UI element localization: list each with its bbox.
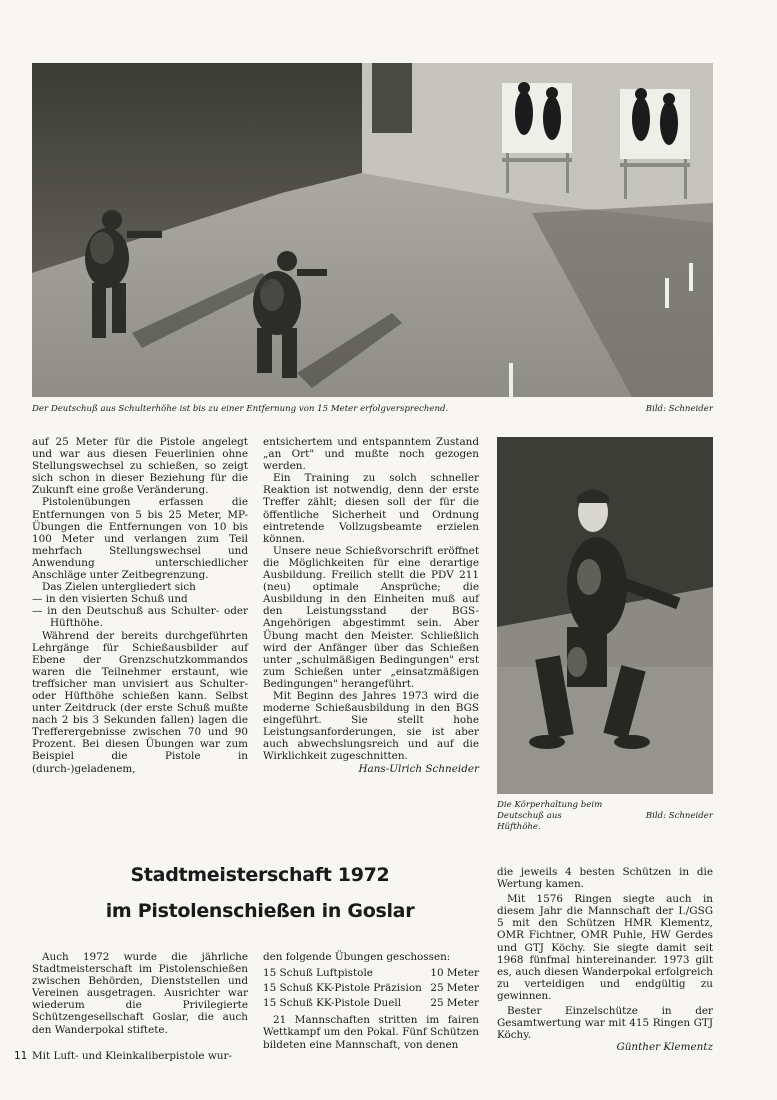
article1-paragraph: Während der bereits durchgeführten Lehrgänge für Schießausbilder auf Ebene der Grenzschutzkommandos waren die Teilnehmer erstaunt, wie treffsicher man unvisiert aus Schulter- oder Hüfthöhe schießen kann. Selbst unter Zeitdruck (der erste Schuß mußte nach 2 bis 3 Sekunden fallen) lagen die Trefferergebnisse zwischen 70 und 90 Prozent. Bei diesen Übungen war zum Beispiel die Pistole in (durch-)geladenem, [32, 629, 248, 775]
article2-column1-last-line: Mit Luft- und Kleinkaliberpistole wur- [32, 1050, 232, 1062]
article2-paragraph: die jeweils 4 besten Schützen in die Wertung kamen. [497, 866, 713, 891]
exercise-table [263, 967, 479, 1012]
article2-paragraph: Mit 1576 Ringen siegte auch in diesem Jahr die Mannschaft der I./GSG 5 mit den Schützen HMR Klementz, OMR Fichtner, OMR Puhle, HW Gerdes und GTJ Köchy. Sie siegte damit seit 1968 fünfmal hintereinander. 1973 gilt es, auch diesen Wanderpokal erfolgreich zu verteidigen und endgültig zu gewinnen. [497, 893, 713, 1002]
top-photo-credit: Bild: Schneider [645, 404, 713, 414]
article1-list-item: — in den Deutschuß aus Schulter- oder Hüfthöhe. [32, 605, 248, 630]
table-row [263, 967, 479, 982]
exercise-distance: 10 Meter [430, 967, 479, 980]
article1-paragraph: Ein Training zu solch schneller Reaktion ist notwendig, denn der erste Treffer zählt; diesen soll der für die öffentliche Sicherheit und Ordnung eintretende Vollzugsbeamte erzielen können. [263, 472, 479, 545]
exercise-desc: 15 Schuß KK-Pistole Präzision [263, 982, 422, 995]
top-photo [32, 63, 713, 397]
exercise-desc: 15 Schuß Luftpistole [263, 967, 373, 980]
table-row [263, 982, 479, 997]
side-photo [497, 437, 713, 794]
article1-paragraph: Mit Beginn des Jahres 1973 wird die moderne Schießausbildung in den BGS eingeführt. Sie stellt hohe Leistungsanforderungen, sie ist aber auch abwechslungsreich und auf die Wirklichkeit zugeschnitten. [263, 689, 479, 763]
table-row [263, 997, 479, 1012]
article2-column1 [32, 951, 248, 1036]
article1-list-item: — in den visierten Schuß und [32, 593, 188, 606]
article1-paragraph: Pistolenübungen erfassen die Entfernungen von 5 bis 25 Meter, MP-Übungen die Entfernungen von 10 bis 100 Meter und verlangen zum Teil mehrfach Stellungswechsel und Anwendung unterschiedlicher Anschläge unter Zeitbegrenzung. [32, 496, 248, 582]
article2-paragraph: 21 Mannschaften stritten im fairen Wettkampf um den Pokal. Fünf Schützen bildeten eine Mannschaft, von denen [263, 1014, 479, 1051]
article1-paragraph: Das Zielen untergliedert sich [42, 581, 196, 594]
article1-paragraph: auf 25 Meter für die Pistole angelegt und war aus diesen Feuerlinien ohne Stellungswechsel zu schießen, so zeigt sich schon in dieser Beziehung für die Zukunft eine große Veränderung. [32, 436, 248, 497]
article2-title-line2: im Pistolenschießen in Goslar [105, 900, 415, 922]
article2-title-line1: Stadtmeisterschaft 1972 [130, 864, 390, 886]
article2-column3 [497, 866, 713, 1053]
side-photo-credit: Bild: Schneider [645, 811, 713, 821]
top-photo-caption: Der Deutschuß aus Schulterhöhe ist bis zu einer Entfernung von 15 Meter erfolgversprechend. [32, 404, 449, 414]
article1-column1 [32, 436, 248, 775]
article2-signature: Günther Klementz [616, 1041, 713, 1054]
article1-paragraph: entsichertem und entspanntem Zustand „an Ort" und mußte noch gezogen werden. [263, 436, 479, 473]
article1-column2 [263, 436, 479, 775]
article1-signature: Hans-Ulrich Schneider [358, 762, 479, 775]
page-number: 11 [14, 1050, 28, 1062]
article2-paragraph: den folgende Übungen geschossen: [263, 951, 451, 963]
side-photo-image [497, 437, 713, 794]
exercise-distance: 25 Meter [430, 997, 479, 1010]
article2-paragraph: Bester Einzelschütze in der Gesamtwertung war mit 415 Ringen GTJ Köchy. [497, 1005, 713, 1042]
exercise-distance: 25 Meter [430, 982, 479, 995]
exercise-desc: 15 Schuß KK-Pistole Duell [263, 997, 402, 1010]
top-photo-image [32, 63, 713, 397]
article2-paragraph: Auch 1972 wurde die jährliche Stadtmeisterschaft im Pistolenschießen zwischen Behörden, Dienststellen und Vereinen ausgetragen. Ausrichter war wiederum die Privilegierte Schützengesellschaft Goslar, die auch den Wanderpokal stiftete. [32, 951, 248, 1036]
article2-column2 [263, 951, 479, 1051]
article1-paragraph: Unsere neue Schießvorschrift eröffnet die Möglichkeiten für eine derartige Ausbildung. Freilich stellt die PDV 211 (neu) optimale Ansprüche; die Ausbildung in den Einheiten muß auf den Leistungsstand der BGS-Angehörigen abgestimmt sein. Aber Übung macht den Meister. Schließlich wird der Anfänger über das Schießen unter „schulmäßigen Bedingungen" erst zum Schießen unter „einsatzmäßigen Bedingungen" herangeführt. [263, 544, 479, 690]
side-photo-caption: Die Körperhaltung beim Deutschuß aus Hüfthöhe. [497, 800, 603, 832]
